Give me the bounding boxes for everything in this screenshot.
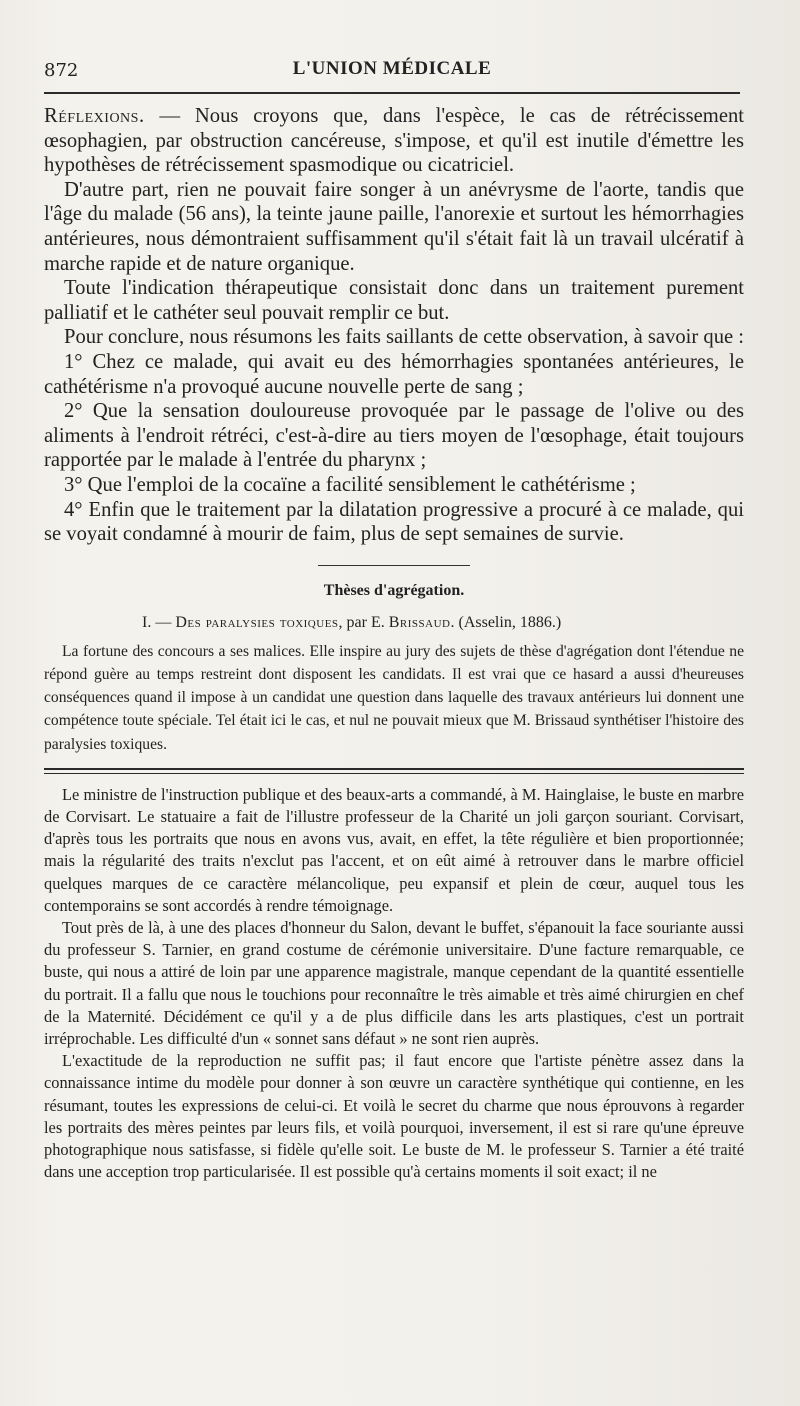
- feuilleton-paragraph-3: L'exactitude de la reproduction ne suffit pas; il faut encore que l'artiste pénètre assez dans la connaissance intime du modèle pour donner à son œuvre un caractère synthétique qui contienne, en les résumant, toutes les expressions de celui-ci. Et voilà le secret du charme que nous éprouvons à regarder les portraits des mères peintes par leurs fils, et voilà pourquoi, inversement, il est si rare qu'une épreuve photographique nous satisfasse, si fidèle qu'elle soit. Le buste de M. le professeur S. Tarnier a été traité dans une acception trop particularisée. Il est possible qu'à certains moments il soit exact; il ne: [44, 1051, 744, 1182]
- running-title: L'UNION MÉDICALE: [292, 58, 492, 79]
- page-number: 872: [44, 60, 79, 81]
- conclusion-point-2: 2° Que la sensation douloureuse provoquée par le passage de l'olive ou des aliments à l'endroit rétréci, c'est-à-dire au tiers moyen de l'œsophage, était toujours rapportée par le malade à l'entrée du pharynx ;: [44, 400, 744, 472]
- article-body: [44, 104, 744, 1183]
- feuilleton-paragraph-2: Tout près de là, à une des places d'honneur du Salon, devant le buffet, s'épanouit la face souriante aussi du professeur S. Tarnier, en grand costume de cérémonie universitaire. D'une facture remarquable, ce buste, qui nous a attiré de loin par une apparence magistrale, manque cependant de la quantité essentielle du portrait. Il a fallu que nous le touchions pour reconnaître le très aimable et très aimé chirurgien en chef de la Maternité. Décidément ce qu'il y a de plus difficile dans les arts plastiques, c'est un portrait irréprochable. Les difficulté d'un « sonnet sans défaut » ne sont rien auprès.: [44, 917, 744, 1048]
- feuilleton-rule: [44, 768, 744, 774]
- thesis-author: Brissaud: [388, 613, 451, 631]
- section-title: Thèses d'agrégation.: [323, 581, 465, 599]
- thesis-publisher: . (Asselin, 1886.): [450, 613, 562, 631]
- thesis-paragraph: La fortune des concours a ses malices. Elle inspire au jury des sujets de thèse d'agrégation dont l'étendue ne répond guère au temps restreint dont disposent les candidats. Il est vrai que ce hasard a aussi d'heureuses conséquences quand il impose à un candidat une question dans laquelle des travaux antérieurs lui donnent une compétence toute spéciale. Tel était ici le cas, et nul ne pouvait mieux que M. Brissaud synthétiser l'histoire des paralysies toxiques.: [44, 642, 744, 753]
- reflexions-paragraph: [44, 104, 744, 178]
- conclusion-point-4: 4° Enfin que le traitement par la dilatation progressive a procuré à ce malade, qui se voyait condamné à mourir de faim, plus de sept semaines de survie.: [44, 498, 744, 546]
- thesis-entry: [44, 612, 744, 634]
- paragraph-conclusion: Pour conclure, nous résumons les faits saillants de cette observation, à savoir que :: [64, 326, 744, 349]
- thesis-number: I. —: [142, 613, 176, 631]
- feuilleton-paragraph-1: Le ministre de l'instruction publique et des beaux-arts a commandé, à M. Hainglaise, le buste en marbre de Corvisart. Le statuaire a fait de l'illustre professeur de la Charité un joli garçon souriant. Corvisart, d'après tous les portraits que nous en avons vus, avait, en effet, la tête régulière et bien proportionnée; mais la régularité des traits n'exclut pas l'accent, et on eût aimé à retrouver dans le marbre officiel quelques marques de ce caractère mélancolique, peu expansif et plein de cœur, auquel tous les contemporains se sont accordés à rendre témoignage.: [44, 784, 744, 915]
- paragraph-aorte: D'autre part, rien ne pouvait faire songer à un anévrysme de l'aorte, tandis que l'âge du malade (56 ans), la teinte jaune paille, l'anorexie et surtout les hémorrhagies antérieures, nous démontraient suffisamment qu'il s'était fait là un travail ulcératif à marche rapide et de nature organique.: [44, 178, 744, 275]
- conclusion-point-3: 3° Que l'emploi de la cocaïne a facilité sensiblement le cathétérisme ;: [64, 473, 636, 496]
- paragraph-indication: Toute l'indication thérapeutique consistait donc dans un traitement purement palliatif et le cathéter seul pouvait remplir ce but.: [44, 277, 744, 324]
- page-header: [44, 54, 740, 94]
- thesis-by: , par E.: [338, 613, 389, 631]
- conclusion-point-1: 1° Chez ce malade, qui avait eu des hémorrhagies spontanées antérieures, le cathétérisme n'a provoqué aucune nouvelle perte de sang ;: [44, 350, 744, 398]
- section-divider: [318, 565, 470, 566]
- header-rule: [44, 92, 740, 94]
- thesis-title: Des paralysies toxiques: [175, 613, 339, 631]
- reflexions-text: — Nous croyons que, dans l'espèce, le cas de rétrécissement œsophagien, par obstruction cancéreuse, s'impose, et qu'il est inutile d'émettre les hypothèses de rétrécissement spasmodique ou cicatriciel.: [44, 105, 744, 177]
- reflexions-label: Réflexions.: [44, 105, 145, 127]
